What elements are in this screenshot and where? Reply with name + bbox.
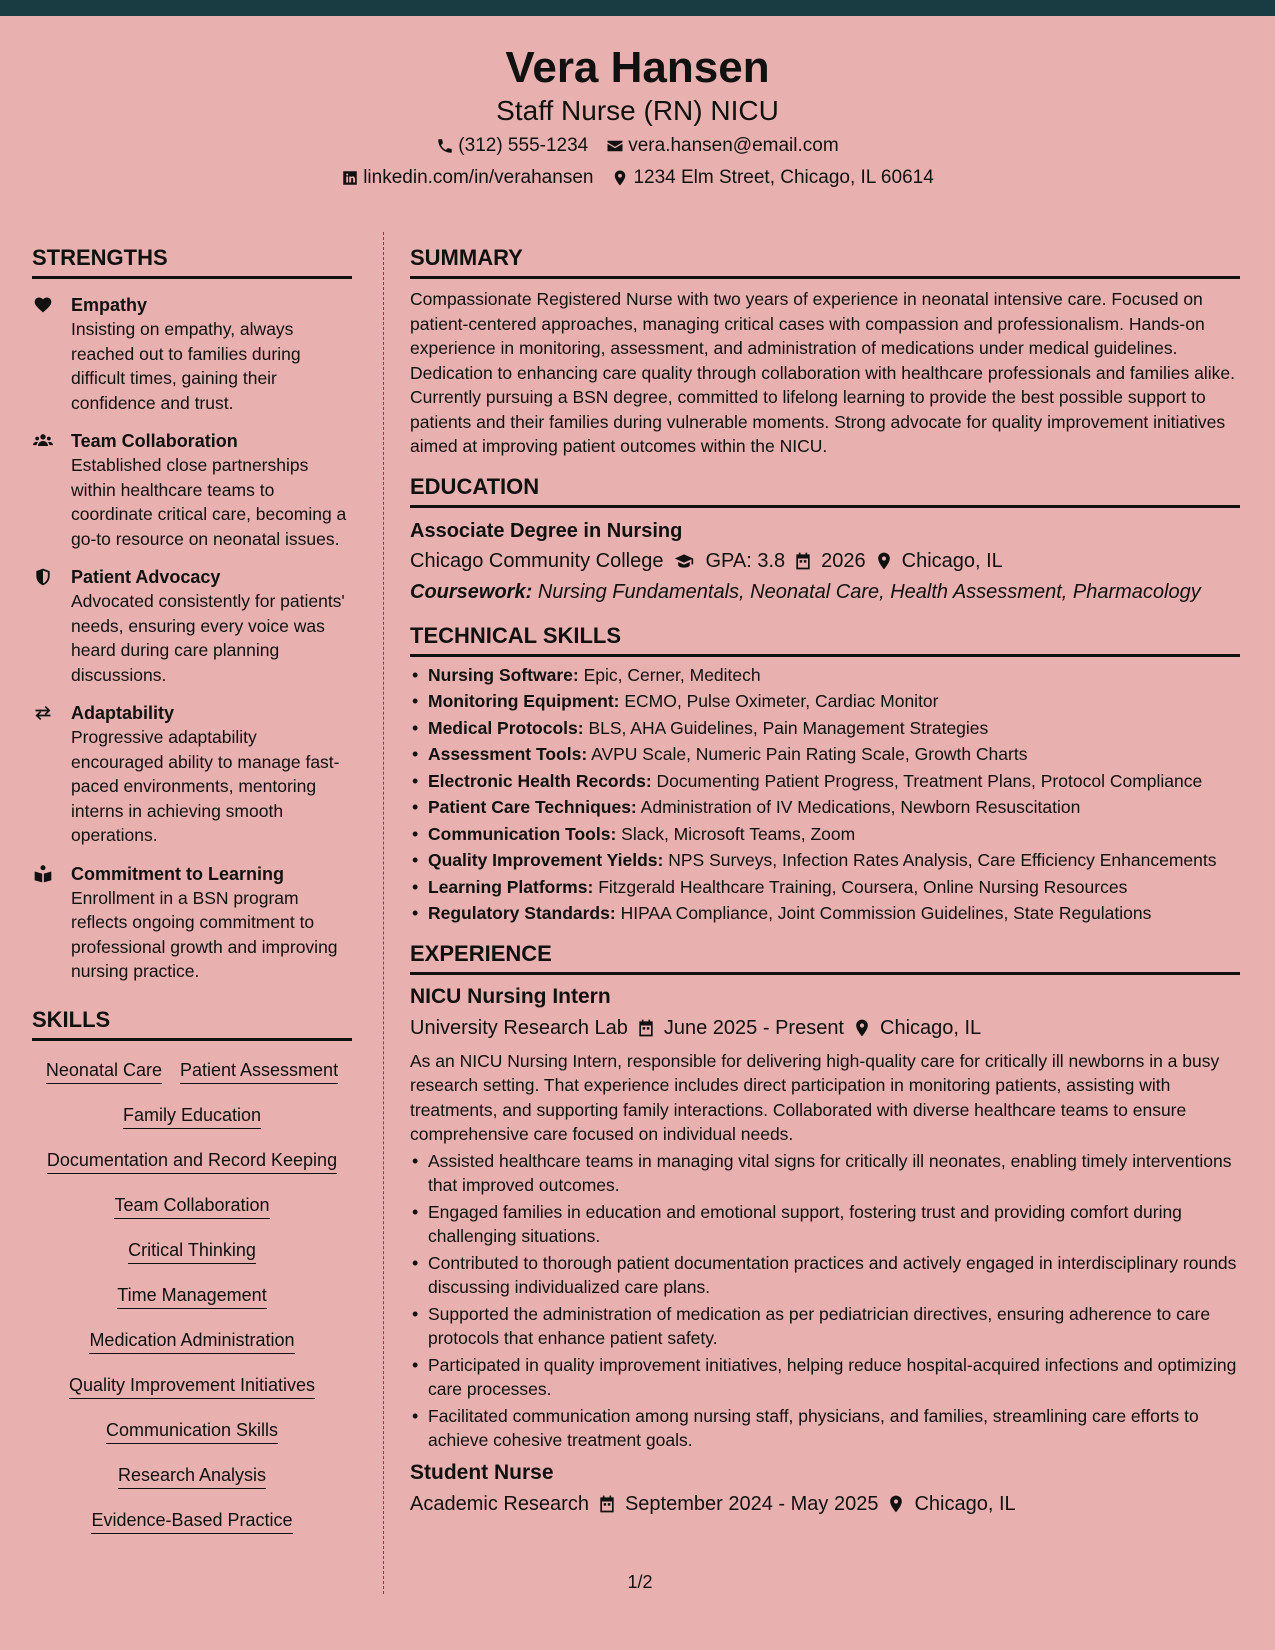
graduation-cap-icon [671,551,697,571]
job-dates: June 2025 - Present [663,1016,844,1039]
technical-skills-heading: TECHNICAL SKILLS [410,622,1240,657]
strength-title: Patient Advocacy [71,567,221,587]
calendar-icon [793,551,813,571]
map-pin-icon [611,169,629,187]
strength-item [32,862,352,984]
list-item: • Contributed to thorough patient documentation practices and actively engaged in interdisciplinary rounds discussing individualized care plans. [410,1251,1240,1300]
strength-desc: Advocated consistently for patients' needs, ensuring every voice was heard during care planning discussions. [71,591,345,685]
experience-heading: EXPERIENCE [410,940,1240,975]
email-text: vera.hansen@email.com [628,135,839,156]
coursework-text: Nursing Fundamentals, Neonatal Care, Health Assessment, Pharmacology [537,580,1201,603]
users-icon [32,431,56,451]
job-org: University Research Lab [410,1016,628,1039]
list-item: • Communication Tools: Slack, Microsoft Teams, Zoom [410,822,1240,847]
school-name: Chicago Community College [410,549,664,572]
skill-tag: Research Analysis [118,1464,266,1489]
strength-title: Team Collaboration [71,431,238,451]
skill-tag: Time Management [117,1284,266,1309]
strength-item [32,565,352,687]
right-column [410,244,1240,1519]
strength-title: Empathy [71,295,148,315]
address-contact [611,166,933,190]
degree-title: Associate Degree in Nursing [410,519,683,542]
strength-title: Adaptability [71,703,175,723]
resume-header [0,16,1275,204]
job-meta [410,1013,1240,1043]
list-item: • Facilitated communication among nursing staff, physicians, and families, streamlining care efforts to achieve cohesive treatment goals. [410,1404,1240,1453]
job-org: Academic Research [410,1492,589,1515]
skills-heading: SKILLS [32,1006,352,1041]
envelope-icon [606,137,624,155]
list-item: • Monitoring Equipment: ECMO, Pulse Oximeter, Cardiac Monitor [410,689,1240,714]
contact-row-2 [0,166,1275,190]
calendar-icon [636,1018,656,1038]
phone-contact[interactable] [436,134,588,158]
list-item: • Patient Care Techniques: Administration of IV Medications, Newborn Resuscitation [410,795,1240,820]
graduation-year: 2026 [821,549,866,572]
list-item: • Electronic Health Records: Documenting Patient Progress, Treatment Plans, Protocol Compliance [410,769,1240,794]
column-divider [383,232,384,1594]
coursework-label: Coursework: [410,580,533,603]
skill-tag: Quality Improvement Initiatives [69,1374,315,1399]
strength-desc: Established close partnerships within healthcare teams to coordinate critical care, becoming a go-to resource on neonatal issues. [71,455,347,549]
job-description: As an NICU Nursing Intern, responsible for delivering high-quality care for critically ill newborns in a busy research setting. That experience includes direct participation in monitoring patients, assisting with treatments, and supporting family interactions. Collaborated with diverse healthcare teams to ensure comprehensive care focused on individual needs. [410,1050,1220,1144]
job-title: NICU Nursing Intern [410,984,611,1008]
skill-tag: Neonatal Care [46,1059,162,1084]
technical-skills-list [410,663,1240,926]
strength-desc: Insisting on empathy, always reached out to families during difficult times, gaining their confidence and trust. [71,319,301,413]
candidate-title: Staff Nurse (RN) NICU [496,95,779,126]
skill-tag: Critical Thinking [128,1239,256,1264]
list-item: • Medical Protocols: BLS, AHA Guidelines, Pain Management Strategies [410,716,1240,741]
heart-icon [32,295,56,315]
shield-icon [32,567,56,587]
strength-title: Commitment to Learning [71,863,285,884]
strength-item [32,701,352,848]
skill-tag: Team Collaboration [114,1194,269,1219]
candidate-name: Vera Hansen [505,43,770,92]
summary-heading: SUMMARY [410,244,1240,279]
phone-icon [436,137,454,155]
strengths-heading: STRENGTHS [32,244,352,279]
strength-item [32,293,352,415]
skill-tag: Patient Assessment [180,1059,338,1084]
left-column [32,244,352,1546]
email-contact[interactable] [606,134,838,158]
calendar-icon [597,1494,617,1514]
list-item: • Participated in quality improvement initiatives, helping reduce hospital-acquired infections and optimizing care processes. [410,1353,1240,1402]
map-pin-icon [874,551,894,571]
linkedin-icon [341,169,359,187]
job-location: Chicago, IL [880,1016,982,1039]
linkedin-contact[interactable] [341,166,593,190]
job-dates: September 2024 - May 2025 [624,1492,879,1515]
page-number: 1/2 [627,1572,653,1592]
summary-text: Compassionate Registered Nurse with two years of experience in neonatal intensive care. Focused on patient-centered approaches, managing critical cases with compassion and professionalism. Hands-on experience in monitoring, assessment, and administration of medications under medical guidelines. Dedication to enhancing care quality through collaboration with healthcare professionals and families alike. Currently pursuing a BSN degree, committed to lifelong learning to provide the best possible support to patients and their families during vulnerable moments. Strong advocate for quality improvement initiatives aimed at improving patient outcomes within the NICU. [410,289,1235,456]
map-pin-icon [852,1018,872,1038]
list-item: • Regulatory Standards: HIPAA Compliance, Joint Commission Guidelines, State Regulations [410,901,1240,926]
contact-row-1 [0,134,1275,158]
map-pin-icon [886,1494,906,1514]
address-text: 1234 Elm Street, Chicago, IL 60614 [633,167,934,188]
job-meta [410,1489,1240,1519]
linkedin-text: linkedin.com/in/verahansen [363,167,594,188]
list-item: • Quality Improvement Yields: NPS Surveys, Infection Rates Analysis, Care Efficiency Enhancements [410,848,1240,873]
list-item: • Nursing Software: Epic, Cerner, Meditech [410,663,1240,688]
education-heading: EDUCATION [410,473,1240,508]
book-reader-icon [32,864,56,884]
education-location: Chicago, IL [901,549,1003,572]
education-meta [410,546,1240,576]
top-accent-bar [0,0,1275,16]
strength-desc: Enrollment in a BSN program reflects ongoing commitment to professional growth and improving nursing practice. [71,887,338,981]
skills-list [32,1051,352,1546]
job-title: Student Nurse [410,1460,554,1484]
strength-desc: Progressive adaptability encouraged ability to manage fast-paced environments, mentoring interns in achieving smooth operations. [71,727,340,845]
arrows-exchange-icon [32,703,56,723]
gpa-text: GPA: 3.8 [705,549,786,572]
strength-item [32,429,352,551]
skill-tag: Medication Administration [89,1329,294,1354]
skill-tag: Evidence-Based Practice [91,1509,292,1534]
skill-tag: Documentation and Record Keeping [47,1149,337,1174]
skill-tag: Family Education [123,1104,261,1129]
list-item: • Engaged families in education and emotional support, fostering trust and providing comfort during challenging situations. [410,1200,1240,1249]
list-item: • Assisted healthcare teams in managing vital signs for critically ill neonates, enabling timely interventions that improved outcomes. [410,1149,1240,1198]
phone-text: (312) 555-1234 [458,135,589,156]
list-item: • Supported the administration of medication as per pediatrician directives, ensuring adherence to care protocols that enhance patient safety. [410,1302,1240,1351]
list-item: • Assessment Tools: AVPU Scale, Numeric Pain Rating Scale, Growth Charts [410,742,1240,767]
job-bullets [410,1149,1240,1453]
list-item: • Learning Platforms: Fitzgerald Healthcare Training, Coursera, Online Nursing Resources [410,875,1240,900]
job-location: Chicago, IL [914,1492,1016,1515]
skill-tag: Communication Skills [106,1419,278,1444]
coursework [410,578,1240,606]
